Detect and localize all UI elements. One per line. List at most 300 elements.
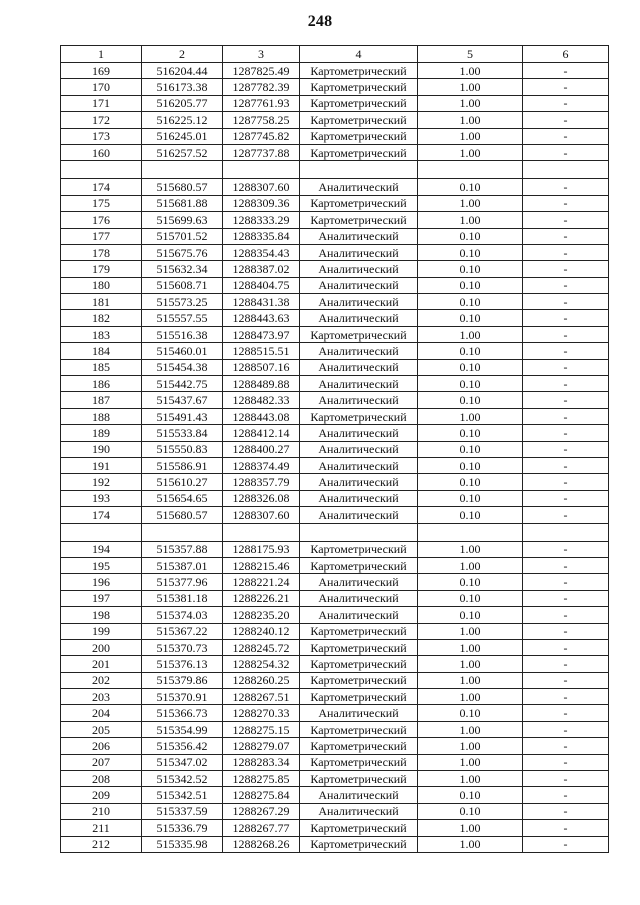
table-row <box>61 310 609 326</box>
table-cell: 515557.55 <box>142 310 223 326</box>
table-cell: 207 <box>61 754 142 770</box>
table-row <box>61 408 609 424</box>
table-cell: 1288215.46 <box>223 557 300 573</box>
table-cell-empty <box>61 161 142 179</box>
table-cell: Картометрический <box>300 639 418 655</box>
table-cell: 515367.22 <box>142 623 223 639</box>
table-cell: 0.10 <box>418 457 523 473</box>
table-row-spacer <box>61 161 609 179</box>
table-cell: 199 <box>61 623 142 639</box>
table-cell: Картометрический <box>300 754 418 770</box>
coordinates-table <box>60 45 609 853</box>
table-cell: 515381.18 <box>142 590 223 606</box>
table-cell: - <box>523 803 609 819</box>
table-cell: 515366.73 <box>142 705 223 721</box>
table-cell: Картометрический <box>300 195 418 211</box>
table-cell: Аналитический <box>300 425 418 441</box>
table-cell: 0.10 <box>418 244 523 260</box>
table-cell: - <box>523 474 609 490</box>
table-cell: 1288387.02 <box>223 261 300 277</box>
table-cell: 182 <box>61 310 142 326</box>
table-cell: 212 <box>61 836 142 852</box>
table-cell: 515632.34 <box>142 261 223 277</box>
table-cell: 0.10 <box>418 277 523 293</box>
table-row <box>61 836 609 852</box>
table-cell: 0.10 <box>418 228 523 244</box>
table-cell: 208 <box>61 771 142 787</box>
table-cell: Аналитический <box>300 376 418 392</box>
table-cell: - <box>523 820 609 836</box>
table-row <box>61 425 609 441</box>
table-cell: - <box>523 721 609 737</box>
table-cell: - <box>523 507 609 523</box>
table-cell: 1.00 <box>418 820 523 836</box>
table-cell: 515335.98 <box>142 836 223 852</box>
table-cell: 0.10 <box>418 179 523 195</box>
table-cell: 0.10 <box>418 705 523 721</box>
table-cell: 194 <box>61 541 142 557</box>
table-cell: Картометрический <box>300 95 418 111</box>
table-cell: 183 <box>61 326 142 342</box>
table-cell: 1288254.32 <box>223 656 300 672</box>
table-cell: Картометрический <box>300 689 418 705</box>
table-cell: Картометрический <box>300 820 418 836</box>
table-cell: 515357.88 <box>142 541 223 557</box>
table-cell: 0.10 <box>418 441 523 457</box>
table-cell: 1.00 <box>418 408 523 424</box>
table-cell: 515376.13 <box>142 656 223 672</box>
table-cell: 196 <box>61 574 142 590</box>
table-cell: Картометрический <box>300 326 418 342</box>
table-cell: 1.00 <box>418 639 523 655</box>
table-row <box>61 771 609 787</box>
table-cell: Картометрический <box>300 112 418 128</box>
table-cell: - <box>523 656 609 672</box>
table-cell-empty <box>223 161 300 179</box>
table-row <box>61 474 609 490</box>
table-cell: 1288260.25 <box>223 672 300 688</box>
table-row <box>61 820 609 836</box>
table-cell: - <box>523 705 609 721</box>
table-row <box>61 787 609 803</box>
table-cell: - <box>523 112 609 128</box>
table-cell-empty <box>300 523 418 541</box>
table-cell: 1287782.39 <box>223 79 300 95</box>
table-row <box>61 326 609 342</box>
table-row <box>61 359 609 375</box>
table-cell: 515608.71 <box>142 277 223 293</box>
table-row <box>61 79 609 95</box>
table-cell: Аналитический <box>300 244 418 260</box>
table-cell: - <box>523 228 609 244</box>
table-cell: 1288268.26 <box>223 836 300 852</box>
table-cell: 0.10 <box>418 490 523 506</box>
table-cell: - <box>523 457 609 473</box>
table-cell: 1.00 <box>418 144 523 160</box>
table-cell: 177 <box>61 228 142 244</box>
table-cell: - <box>523 144 609 160</box>
table-cell: - <box>523 738 609 754</box>
table-cell: 0.10 <box>418 590 523 606</box>
table-cell: - <box>523 195 609 211</box>
column-header: 5 <box>418 46 523 63</box>
table-cell: 200 <box>61 639 142 655</box>
table-cell: 1.00 <box>418 557 523 573</box>
table-cell: 516205.77 <box>142 95 223 111</box>
table-cell: Аналитический <box>300 441 418 457</box>
table-row <box>61 294 609 310</box>
table-cell: Картометрический <box>300 836 418 852</box>
table-cell: 1288335.84 <box>223 228 300 244</box>
table-cell: Картометрический <box>300 557 418 573</box>
table-cell: 189 <box>61 425 142 441</box>
table-cell: Картометрический <box>300 721 418 737</box>
table-cell: 0.10 <box>418 803 523 819</box>
table-cell: 1288507.16 <box>223 359 300 375</box>
table-cell: 186 <box>61 376 142 392</box>
table-cell: 515337.59 <box>142 803 223 819</box>
table-cell: 1.00 <box>418 721 523 737</box>
table-cell: 515377.96 <box>142 574 223 590</box>
table-row <box>61 441 609 457</box>
table-row <box>61 128 609 144</box>
table-cell: - <box>523 244 609 260</box>
table-cell: 1288326.08 <box>223 490 300 506</box>
table-cell: 515454.38 <box>142 359 223 375</box>
table-cell: Аналитический <box>300 179 418 195</box>
table-cell: - <box>523 689 609 705</box>
table-cell: 173 <box>61 128 142 144</box>
table-cell: 206 <box>61 738 142 754</box>
table-cell: - <box>523 343 609 359</box>
table-cell: 180 <box>61 277 142 293</box>
table-cell: 515370.91 <box>142 689 223 705</box>
table-cell: - <box>523 836 609 852</box>
table-cell: 515573.25 <box>142 294 223 310</box>
table-cell: Аналитический <box>300 474 418 490</box>
table-cell: 190 <box>61 441 142 457</box>
table-cell: 1288267.77 <box>223 820 300 836</box>
table-cell: 1288275.15 <box>223 721 300 737</box>
table-cell: Аналитический <box>300 803 418 819</box>
table-cell: Аналитический <box>300 490 418 506</box>
table-cell: 170 <box>61 79 142 95</box>
table-cell-empty <box>523 161 609 179</box>
table-cell: 1288307.60 <box>223 179 300 195</box>
table-cell: 1288309.36 <box>223 195 300 211</box>
table-cell: 1288473.97 <box>223 326 300 342</box>
table-cell: 515516.38 <box>142 326 223 342</box>
table-row <box>61 590 609 606</box>
table-header-row <box>61 46 609 63</box>
table-cell: 515370.73 <box>142 639 223 655</box>
table-cell: 176 <box>61 212 142 228</box>
table-cell: 1.00 <box>418 541 523 557</box>
table-cell: 1.00 <box>418 79 523 95</box>
table-cell: 516204.44 <box>142 63 223 79</box>
table-row <box>61 721 609 737</box>
table-cell: 172 <box>61 112 142 128</box>
table-cell: 187 <box>61 392 142 408</box>
table-cell: 181 <box>61 294 142 310</box>
table-cell: 1288357.79 <box>223 474 300 490</box>
table-cell: 0.10 <box>418 310 523 326</box>
table-cell: - <box>523 441 609 457</box>
table-cell: 1288489.88 <box>223 376 300 392</box>
table-cell: 515374.03 <box>142 607 223 623</box>
table-cell: 1.00 <box>418 656 523 672</box>
table-row <box>61 144 609 160</box>
table-cell: 169 <box>61 63 142 79</box>
table-cell: 175 <box>61 195 142 211</box>
table-cell: 1.00 <box>418 195 523 211</box>
table-cell: 1288235.20 <box>223 607 300 623</box>
table-cell-empty <box>61 523 142 541</box>
table-cell: Аналитический <box>300 787 418 803</box>
table-cell: Аналитический <box>300 261 418 277</box>
table-cell: 0.10 <box>418 607 523 623</box>
table-cell: 515550.83 <box>142 441 223 457</box>
table-cell: - <box>523 590 609 606</box>
table-cell: 1288400.27 <box>223 441 300 457</box>
table-row <box>61 457 609 473</box>
table-cell: 1288307.60 <box>223 507 300 523</box>
table-cell: - <box>523 310 609 326</box>
table-body <box>61 63 609 853</box>
table-cell: - <box>523 128 609 144</box>
table-cell: 515699.63 <box>142 212 223 228</box>
table-cell: 0.10 <box>418 574 523 590</box>
table-row <box>61 277 609 293</box>
table-cell: 202 <box>61 672 142 688</box>
table-cell: 197 <box>61 590 142 606</box>
table-row <box>61 343 609 359</box>
table-cell: 1288374.49 <box>223 457 300 473</box>
table-cell: 1.00 <box>418 128 523 144</box>
table-cell: Картометрический <box>300 212 418 228</box>
table-cell: - <box>523 294 609 310</box>
table-cell: - <box>523 63 609 79</box>
table-cell: - <box>523 490 609 506</box>
table-cell: 1288443.63 <box>223 310 300 326</box>
table-cell: 516257.52 <box>142 144 223 160</box>
table-cell: 1.00 <box>418 63 523 79</box>
page-number: 248 <box>307 13 333 30</box>
table-cell: 1.00 <box>418 738 523 754</box>
table-cell-empty <box>418 161 523 179</box>
table-row <box>61 738 609 754</box>
table-cell: 516225.12 <box>142 112 223 128</box>
table-row <box>61 607 609 623</box>
table-row <box>61 754 609 770</box>
table-cell: - <box>523 326 609 342</box>
table-cell: 1288240.12 <box>223 623 300 639</box>
table-cell: - <box>523 787 609 803</box>
table-cell: Аналитический <box>300 343 418 359</box>
table-cell: - <box>523 277 609 293</box>
table-cell: 1.00 <box>418 836 523 852</box>
table-cell: 1288270.33 <box>223 705 300 721</box>
table-cell: 209 <box>61 787 142 803</box>
table-cell: - <box>523 408 609 424</box>
table-cell: - <box>523 261 609 277</box>
table-cell: 174 <box>61 507 142 523</box>
table-cell: 1.00 <box>418 689 523 705</box>
table-cell: 0.10 <box>418 376 523 392</box>
table-row <box>61 376 609 392</box>
table-row <box>61 63 609 79</box>
table-cell: 0.10 <box>418 392 523 408</box>
table-cell: - <box>523 95 609 111</box>
table-cell: Аналитический <box>300 705 418 721</box>
table-row <box>61 507 609 523</box>
table-cell: 1288443.08 <box>223 408 300 424</box>
table-cell: 1.00 <box>418 326 523 342</box>
table-cell: 1288404.75 <box>223 277 300 293</box>
table-cell: Аналитический <box>300 457 418 473</box>
table-cell: 0.10 <box>418 343 523 359</box>
table-cell: Картометрический <box>300 738 418 754</box>
table-cell: 516173.38 <box>142 79 223 95</box>
table-cell: - <box>523 754 609 770</box>
table-cell: 515491.43 <box>142 408 223 424</box>
column-header: 4 <box>300 46 418 63</box>
table-cell: 515342.51 <box>142 787 223 803</box>
column-header: 1 <box>61 46 142 63</box>
column-header: 3 <box>223 46 300 63</box>
table-row <box>61 623 609 639</box>
table-row <box>61 574 609 590</box>
table-cell: 515680.57 <box>142 179 223 195</box>
table-cell: 1288245.72 <box>223 639 300 655</box>
table-cell: - <box>523 557 609 573</box>
table-cell: 0.10 <box>418 474 523 490</box>
table-cell: - <box>523 541 609 557</box>
table-cell: - <box>523 623 609 639</box>
table-cell: - <box>523 639 609 655</box>
table-cell: 211 <box>61 820 142 836</box>
table-cell: 515379.86 <box>142 672 223 688</box>
table-cell: 188 <box>61 408 142 424</box>
table-row <box>61 261 609 277</box>
table-cell: 192 <box>61 474 142 490</box>
table-cell: 515437.67 <box>142 392 223 408</box>
table-cell: 205 <box>61 721 142 737</box>
table-cell: 515387.01 <box>142 557 223 573</box>
table-cell: 1287758.25 <box>223 112 300 128</box>
table-cell: 1.00 <box>418 623 523 639</box>
table-cell: Аналитический <box>300 277 418 293</box>
table-cell: Аналитический <box>300 228 418 244</box>
table-cell: 1288275.85 <box>223 771 300 787</box>
table-cell: 1288279.07 <box>223 738 300 754</box>
table-cell: 191 <box>61 457 142 473</box>
table-row <box>61 656 609 672</box>
table-row <box>61 244 609 260</box>
table-cell: Аналитический <box>300 310 418 326</box>
table-cell: 201 <box>61 656 142 672</box>
table-cell-empty <box>523 523 609 541</box>
table-cell: 0.10 <box>418 507 523 523</box>
column-header: 6 <box>523 46 609 63</box>
table-cell: 0.10 <box>418 787 523 803</box>
table-row <box>61 195 609 211</box>
table-row <box>61 112 609 128</box>
table-cell: 1288354.43 <box>223 244 300 260</box>
table-cell: 1288267.51 <box>223 689 300 705</box>
table-cell: 203 <box>61 689 142 705</box>
table-cell: Картометрический <box>300 79 418 95</box>
table-row <box>61 541 609 557</box>
table-cell: 1288412.14 <box>223 425 300 441</box>
column-header: 2 <box>142 46 223 63</box>
table-cell: 1288333.29 <box>223 212 300 228</box>
table-cell-empty <box>300 161 418 179</box>
table-cell: 204 <box>61 705 142 721</box>
table-row <box>61 557 609 573</box>
table-cell: 515342.52 <box>142 771 223 787</box>
table-cell: 195 <box>61 557 142 573</box>
table-cell: 1287761.93 <box>223 95 300 111</box>
table-cell: 515701.52 <box>142 228 223 244</box>
table-cell: - <box>523 574 609 590</box>
table-cell: 1288226.21 <box>223 590 300 606</box>
table-cell: 1288221.24 <box>223 574 300 590</box>
table-cell: 515586.91 <box>142 457 223 473</box>
table-cell: Аналитический <box>300 294 418 310</box>
table-row <box>61 95 609 111</box>
table-cell: 0.10 <box>418 359 523 375</box>
table-cell: 1.00 <box>418 95 523 111</box>
table-row <box>61 639 609 655</box>
table-cell: 515675.76 <box>142 244 223 260</box>
table-cell: 515680.57 <box>142 507 223 523</box>
table-cell: - <box>523 771 609 787</box>
table-cell: 1288175.93 <box>223 541 300 557</box>
table-cell: 0.10 <box>418 261 523 277</box>
table-cell-empty <box>223 523 300 541</box>
table-cell: 515347.02 <box>142 754 223 770</box>
table-cell-empty <box>142 523 223 541</box>
table-cell: 515460.01 <box>142 343 223 359</box>
table-row <box>61 179 609 195</box>
table-cell: 160 <box>61 144 142 160</box>
table-cell: - <box>523 179 609 195</box>
table-cell-empty <box>418 523 523 541</box>
table-row <box>61 212 609 228</box>
table-cell: 1288482.33 <box>223 392 300 408</box>
table-cell: 515442.75 <box>142 376 223 392</box>
table-row <box>61 392 609 408</box>
table-cell: 1288283.34 <box>223 754 300 770</box>
table-cell: 1.00 <box>418 754 523 770</box>
table-cell: 515336.79 <box>142 820 223 836</box>
table-cell: 0.10 <box>418 425 523 441</box>
table-cell: 1288431.38 <box>223 294 300 310</box>
table-cell: 1287737.88 <box>223 144 300 160</box>
table-cell: 515681.88 <box>142 195 223 211</box>
table-cell: Картометрический <box>300 128 418 144</box>
table-cell: 1.00 <box>418 771 523 787</box>
table-row <box>61 803 609 819</box>
table-cell: 1288275.84 <box>223 787 300 803</box>
table-cell: Аналитический <box>300 590 418 606</box>
table-cell: - <box>523 359 609 375</box>
table-cell: Картометрический <box>300 623 418 639</box>
table-cell: Картометрический <box>300 63 418 79</box>
table-cell: 1288267.29 <box>223 803 300 819</box>
table-cell: - <box>523 607 609 623</box>
